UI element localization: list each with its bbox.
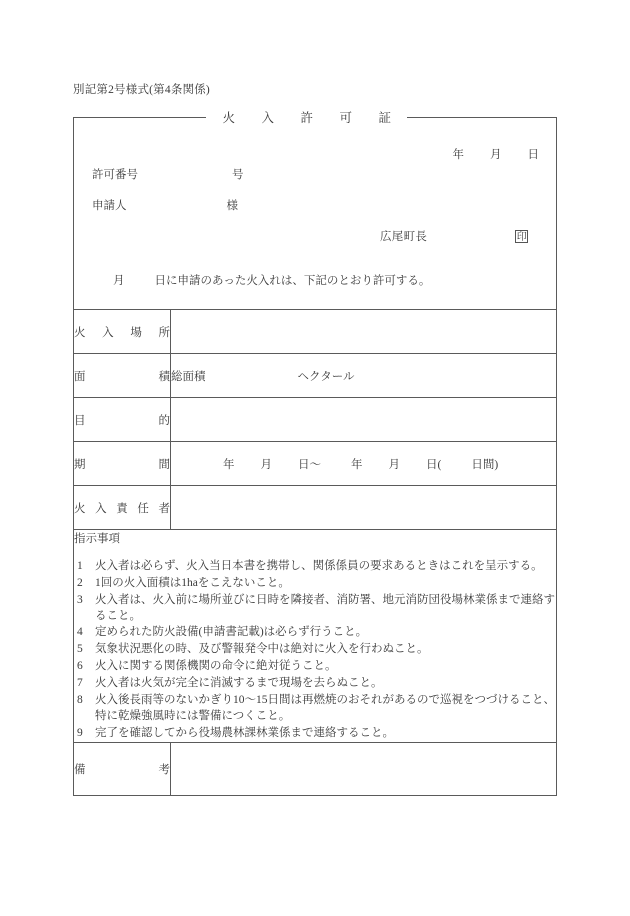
issuer-name: 広尾町長: [380, 231, 428, 243]
table-row: [74, 442, 557, 486]
instructions-cell: [74, 530, 557, 743]
item-text: 1回の火入面積は1haをこえないこと。: [95, 576, 290, 589]
item-text: 火入者は必らず、火入当日本書を携帯し、関係係員の要求あるときはこれを呈示する。: [95, 560, 543, 572]
date-year-label: 年: [452, 149, 464, 161]
item-number: 9: [77, 726, 83, 739]
statement-month-label: 月: [113, 275, 125, 287]
instructions-list: [74, 559, 556, 741]
period-year-end: 年: [351, 458, 363, 471]
item-text: 火入に関する関係機関の命令に絶対従うこと。: [95, 660, 337, 673]
list-item: [74, 693, 556, 725]
list-item: [74, 642, 556, 658]
permit-details-table: [73, 309, 557, 796]
applicant-label: 申請人: [92, 200, 127, 212]
list-item: [74, 593, 556, 625]
row-label-area: 面積: [74, 354, 171, 398]
period-month-start: 月: [260, 458, 272, 471]
item-number: 8: [77, 693, 83, 706]
item-text: 定められた防火設備(申請書記載)は必らず行うこと。: [95, 626, 368, 639]
row-label-purpose: 目的: [74, 398, 171, 442]
list-item: [74, 559, 556, 575]
row-value-responsible-person[interactable]: [171, 486, 557, 530]
permit-number-label: 許可番号: [92, 169, 138, 181]
permit-number-row: [92, 166, 244, 182]
list-item: [74, 726, 556, 742]
item-text: 火入者は火気が完全に消滅するまで現場を去らぬこと。: [95, 677, 383, 690]
issuer-row: [380, 228, 528, 244]
item-text: 完了を確認してから役場農林課林業係まで連絡すること。: [95, 726, 394, 739]
table-row: [74, 743, 557, 796]
row-label-remarks: 備考: [74, 743, 171, 796]
item-number: 2: [77, 576, 83, 589]
row-label-location: 火入場所: [74, 310, 171, 354]
date-day-label: 日: [527, 149, 539, 161]
period-duration: 日間): [471, 458, 499, 471]
item-number: 3: [77, 593, 83, 606]
row-value-area[interactable]: [171, 354, 557, 398]
date-month-label: 月: [490, 149, 502, 161]
list-item: [74, 676, 556, 692]
item-number: 1: [77, 560, 83, 572]
applicant-honorific: 様: [226, 200, 238, 212]
permit-statement: [113, 272, 430, 288]
row-label-responsible-person: 火入責任者: [74, 486, 171, 530]
row-value-purpose[interactable]: [171, 398, 557, 442]
area-unit-label: ヘクタール: [297, 370, 355, 383]
table-row: [74, 486, 557, 530]
period-day-end: 日(: [426, 458, 442, 471]
item-number: 6: [77, 660, 83, 673]
statement-text: 日に申請のあった火入れは、下記のとおり許可する。: [154, 275, 431, 287]
period-month-end: 月: [388, 458, 400, 471]
instructions-title: 指示事項: [74, 533, 120, 545]
page-title: 火 入 許 可 証: [222, 111, 398, 125]
area-total-label: 総面積: [171, 370, 206, 383]
table-row: [74, 310, 557, 354]
item-text: 気象状況悪化の時、及び警報発令中は絶対に火入を行わぬこと。: [95, 643, 429, 656]
list-item: [74, 576, 556, 592]
instructions-row: [74, 530, 557, 743]
list-item: [74, 625, 556, 641]
list-item: [74, 659, 556, 675]
period-day-start: 日〜: [298, 458, 321, 471]
table-row: [74, 354, 557, 398]
period-year-start: 年: [223, 458, 235, 471]
item-number: 5: [77, 643, 83, 656]
form-number-label: 別記第2号様式(第4条関係): [73, 84, 210, 96]
seal-icon: 印: [516, 231, 527, 243]
permit-number-unit: 号: [232, 169, 244, 181]
row-label-period: 期間: [74, 442, 171, 486]
item-text: 火入後長雨等のないかぎり10〜15日間は再燃焼のおそれがあるので巡視をつづけること、特に乾燥強風時には警備につくこと。: [95, 693, 555, 722]
item-number: 4: [77, 626, 83, 639]
row-value-period[interactable]: [171, 442, 557, 486]
issue-date-line: [73, 146, 557, 162]
item-number: 7: [77, 677, 83, 690]
row-value-remarks[interactable]: [171, 743, 557, 796]
row-value-location[interactable]: [171, 310, 557, 354]
table-row: [74, 398, 557, 442]
applicant-row: [92, 197, 238, 213]
item-text: 火入者は、火入前に場所並びに日時を隣接者、消防署、地元消防団役場林業係まで連絡すること。: [95, 593, 555, 622]
